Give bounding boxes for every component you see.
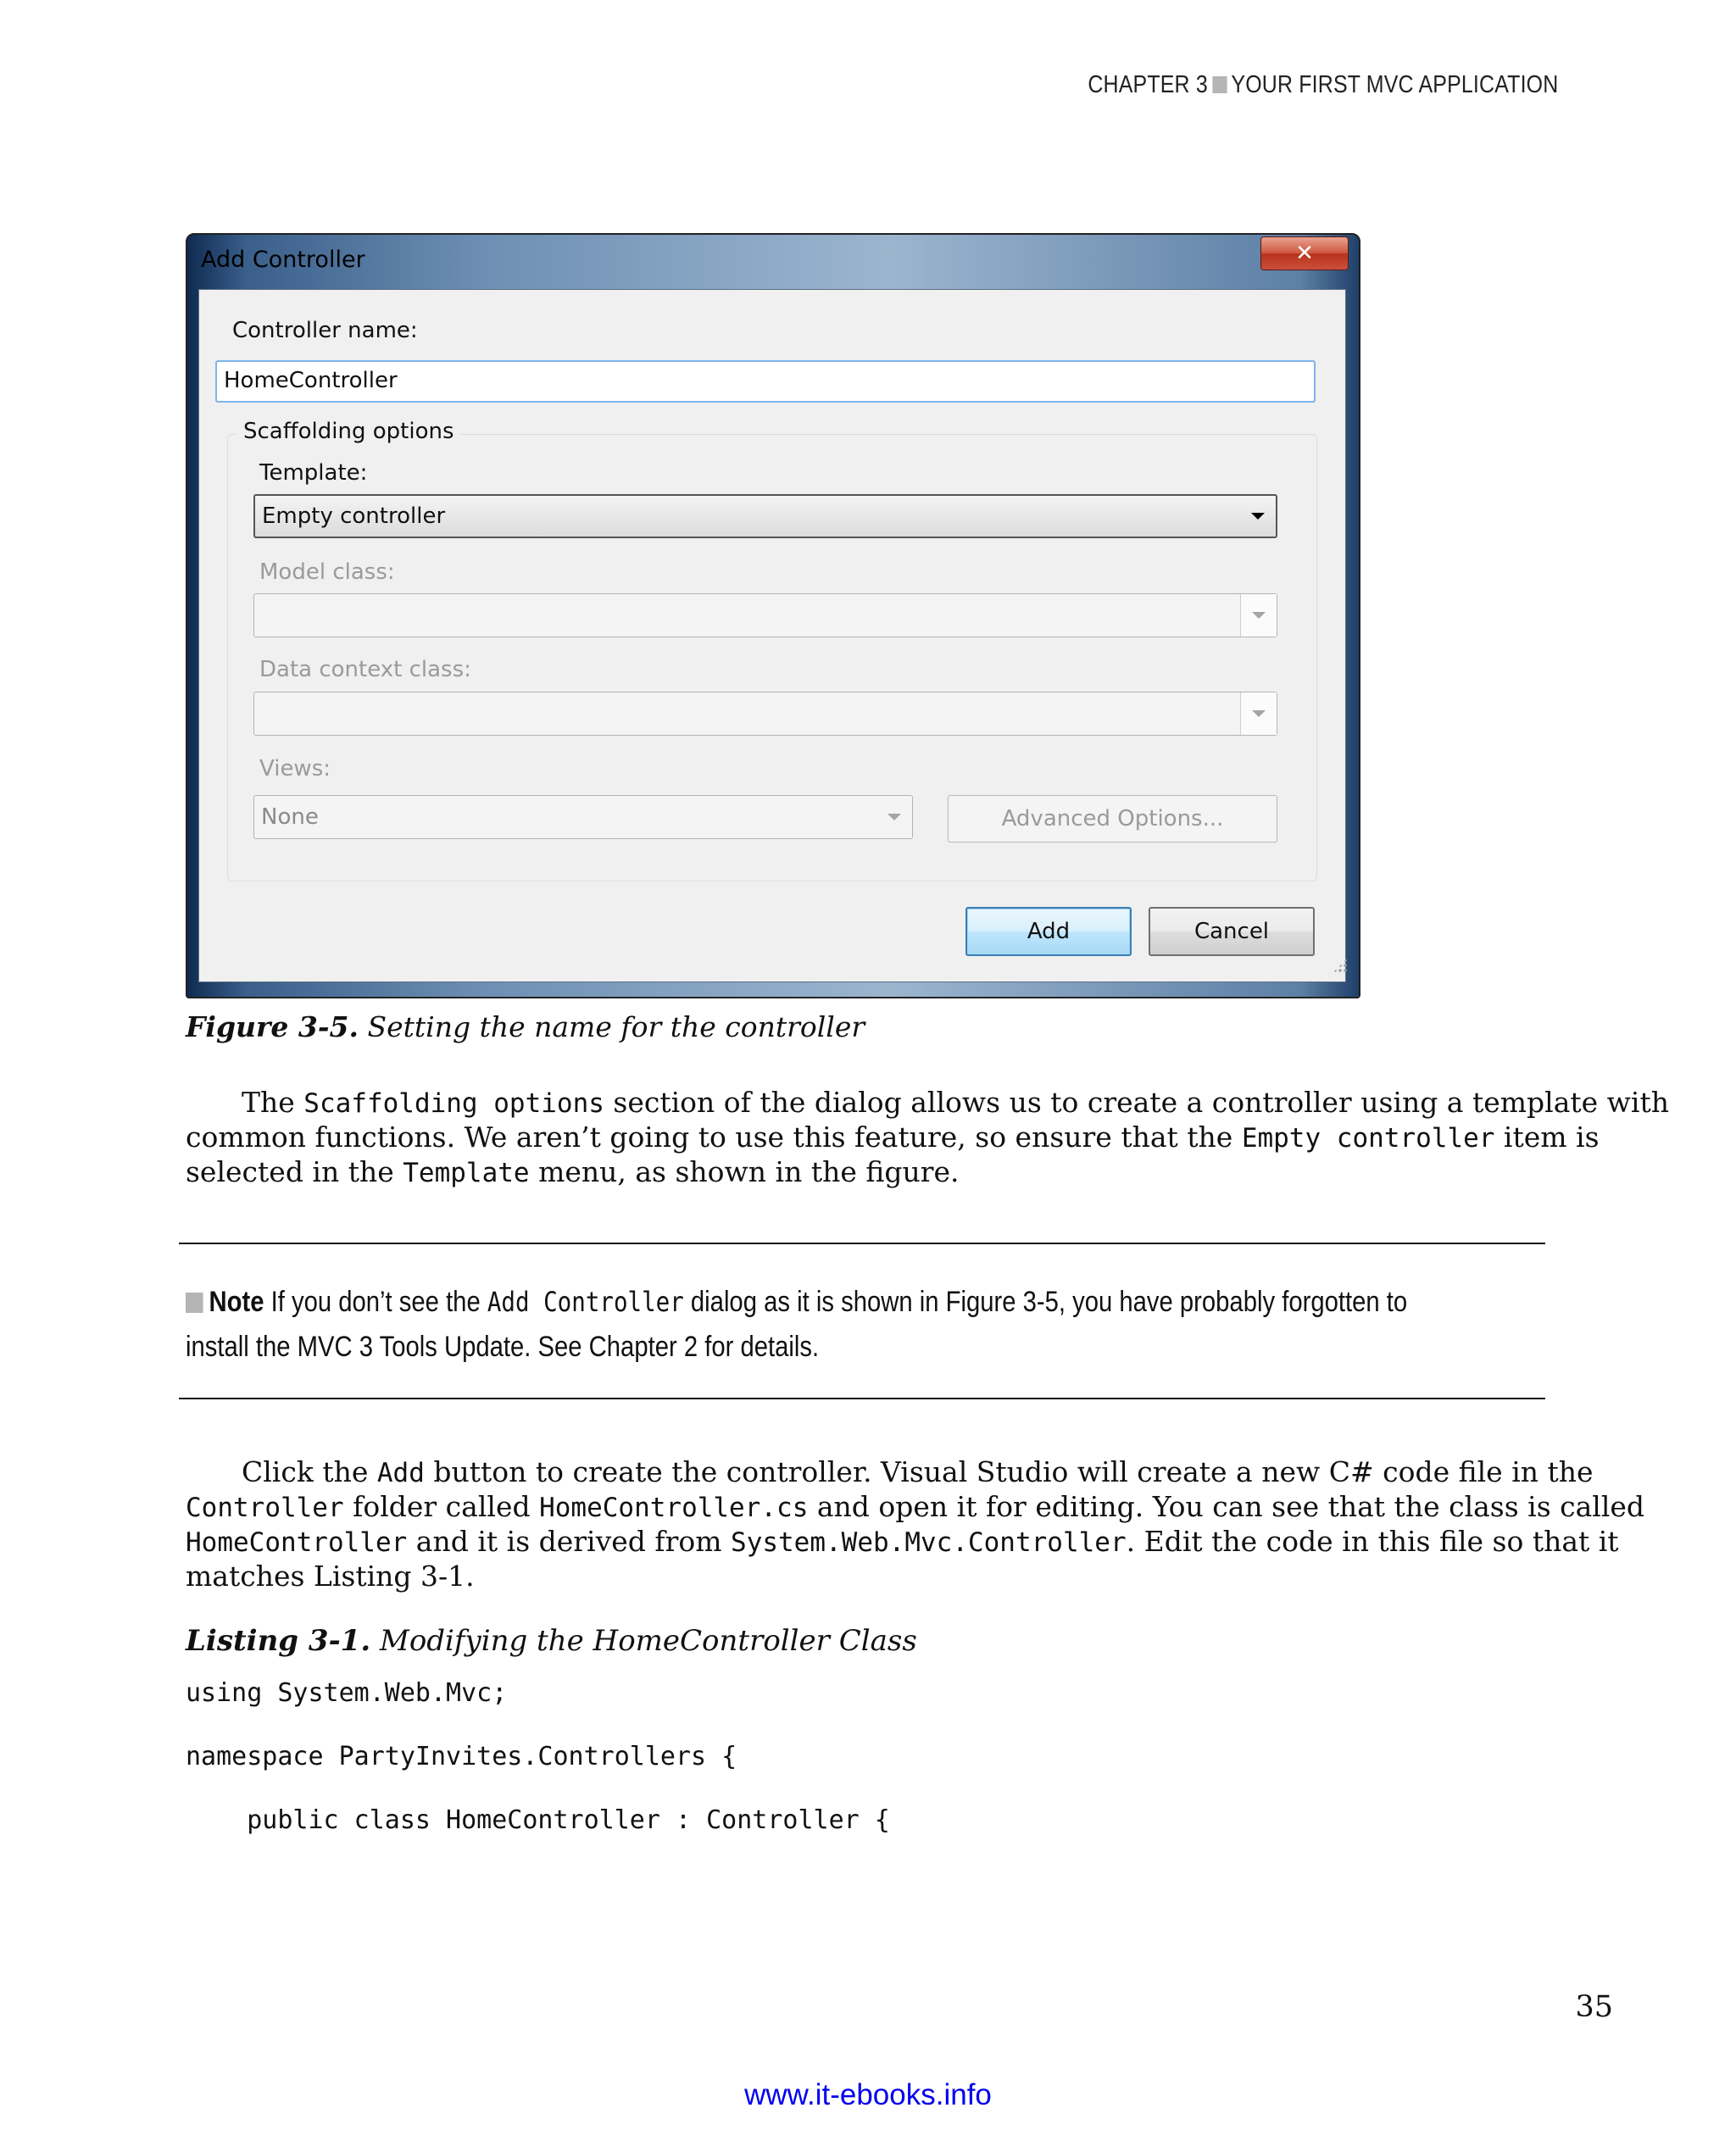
text-run: item is [1494,1121,1600,1154]
advanced-options-button[interactable]: Advanced Options... [948,795,1277,842]
template-select[interactable] [253,494,1277,538]
chapter-title: YOUR FIRST MVC APPLICATION [1230,71,1558,98]
note-top-rule [179,1243,1545,1244]
code-run: Add Controller [487,1286,684,1318]
views-label: Views: [259,756,331,781]
text-run: section of the dialog allows us to create a controller using a template with [604,1086,1670,1119]
body-paragraph-1 [186,1086,1670,1190]
text-run: dialog as it is shown in Figure 3-5, you have probably forgotten to [683,1286,1408,1318]
text-run: selected in the [186,1155,403,1188]
note-label: Note [209,1286,264,1318]
chevron-down-icon [887,814,901,820]
template-label: Template: [259,460,368,486]
square-bullet-icon [1212,76,1227,93]
code-line: namespace PartyInvites.Controllers { [186,1742,737,1771]
note-bottom-rule [179,1398,1545,1399]
paragraph-line [186,1525,1619,1560]
figure-caption [186,1010,865,1043]
code-run: Scaffolding options [303,1088,604,1119]
paragraph-line: matches Listing 3-1. [186,1560,475,1593]
chapter-label: CHAPTER 3 [1087,71,1208,98]
running-header [1088,71,1558,99]
controller-name-input[interactable]: HomeController [215,360,1316,403]
data-context-class-select[interactable] [253,692,1277,736]
page-number: 35 [1575,1990,1613,2024]
cancel-button[interactable]: Cancel [1149,907,1315,956]
views-dropdown-arrow[interactable] [876,796,912,838]
text-run: and it is derived from [407,1525,732,1558]
text-run: menu, as shown in the figure. [529,1155,960,1188]
model-class-dropdown-arrow[interactable] [1240,594,1277,637]
text-run: button to create the controller. Visual Studio will create a new C# code file in the [424,1455,1594,1488]
controller-name-label: Controller name: [232,318,418,343]
note-line [186,1280,1408,1325]
template-select-value: Empty controller [262,503,446,529]
note-box [186,1280,1542,1370]
code-run: Add [376,1458,425,1488]
figure-caption-text: Setting the name for the controller [367,1010,865,1043]
chevron-down-icon [1252,612,1266,619]
scaffolding-options-legend: Scaffolding options [237,419,460,444]
data-context-dropdown-arrow[interactable] [1240,692,1277,735]
figure-label: Figure 3-5. [186,1010,359,1043]
listing-caption [186,1624,917,1658]
code-run: HomeController [186,1527,408,1558]
text-run: . Edit the code in this file so that it [1126,1525,1619,1558]
text-run: Click the [242,1455,377,1488]
text-run: common functions. We aren’t going to use this feature, so ensure that the [186,1121,1242,1154]
add-button[interactable]: Add [965,907,1132,956]
text-run: and open it for editing. You can see that the class is called [808,1490,1645,1523]
paragraph-line [186,1121,1600,1155]
model-class-label: Model class: [259,559,395,585]
code-run: HomeController.cs [539,1493,809,1523]
code-run: Controller [186,1493,344,1523]
chevron-down-icon [1252,710,1266,717]
data-context-class-label: Data context class: [259,657,471,682]
close-icon: ✕ [1295,241,1314,266]
text-run: If you don’t see the [264,1286,487,1318]
code-run: System.Web.Mvc.Controller [731,1527,1127,1558]
views-select[interactable] [253,795,913,839]
text-run: The [242,1086,304,1119]
note-line: install the MVC 3 Tools Update. See Chapter 2 for details. [186,1331,820,1363]
body-paragraph-2 [186,1455,1645,1593]
close-button[interactable] [1260,236,1349,270]
dialog-title: Add Controller [201,247,365,273]
paragraph-line [186,1455,1594,1490]
chevron-down-icon [1251,513,1265,520]
square-bullet-icon [186,1293,203,1313]
code-line: public class HomeController : Controller { [186,1805,890,1835]
views-select-value: None [261,804,319,830]
paragraph-line [186,1490,1645,1525]
listing-label: Listing 3-1. [186,1624,371,1658]
paragraph-line [186,1086,1670,1121]
paragraph-line [186,1155,1542,1190]
footer-link[interactable]: www.it-ebooks.info [744,2078,992,2111]
template-dropdown-arrow[interactable] [1240,496,1276,537]
code-run: Template [403,1158,530,1188]
code-run: Empty controller [1241,1123,1495,1154]
code-line: using System.Web.Mvc; [186,1678,508,1708]
model-class-select[interactable] [253,593,1277,637]
text-run: folder called [343,1490,540,1523]
listing-title: Modifying the HomeController Class [380,1624,917,1658]
